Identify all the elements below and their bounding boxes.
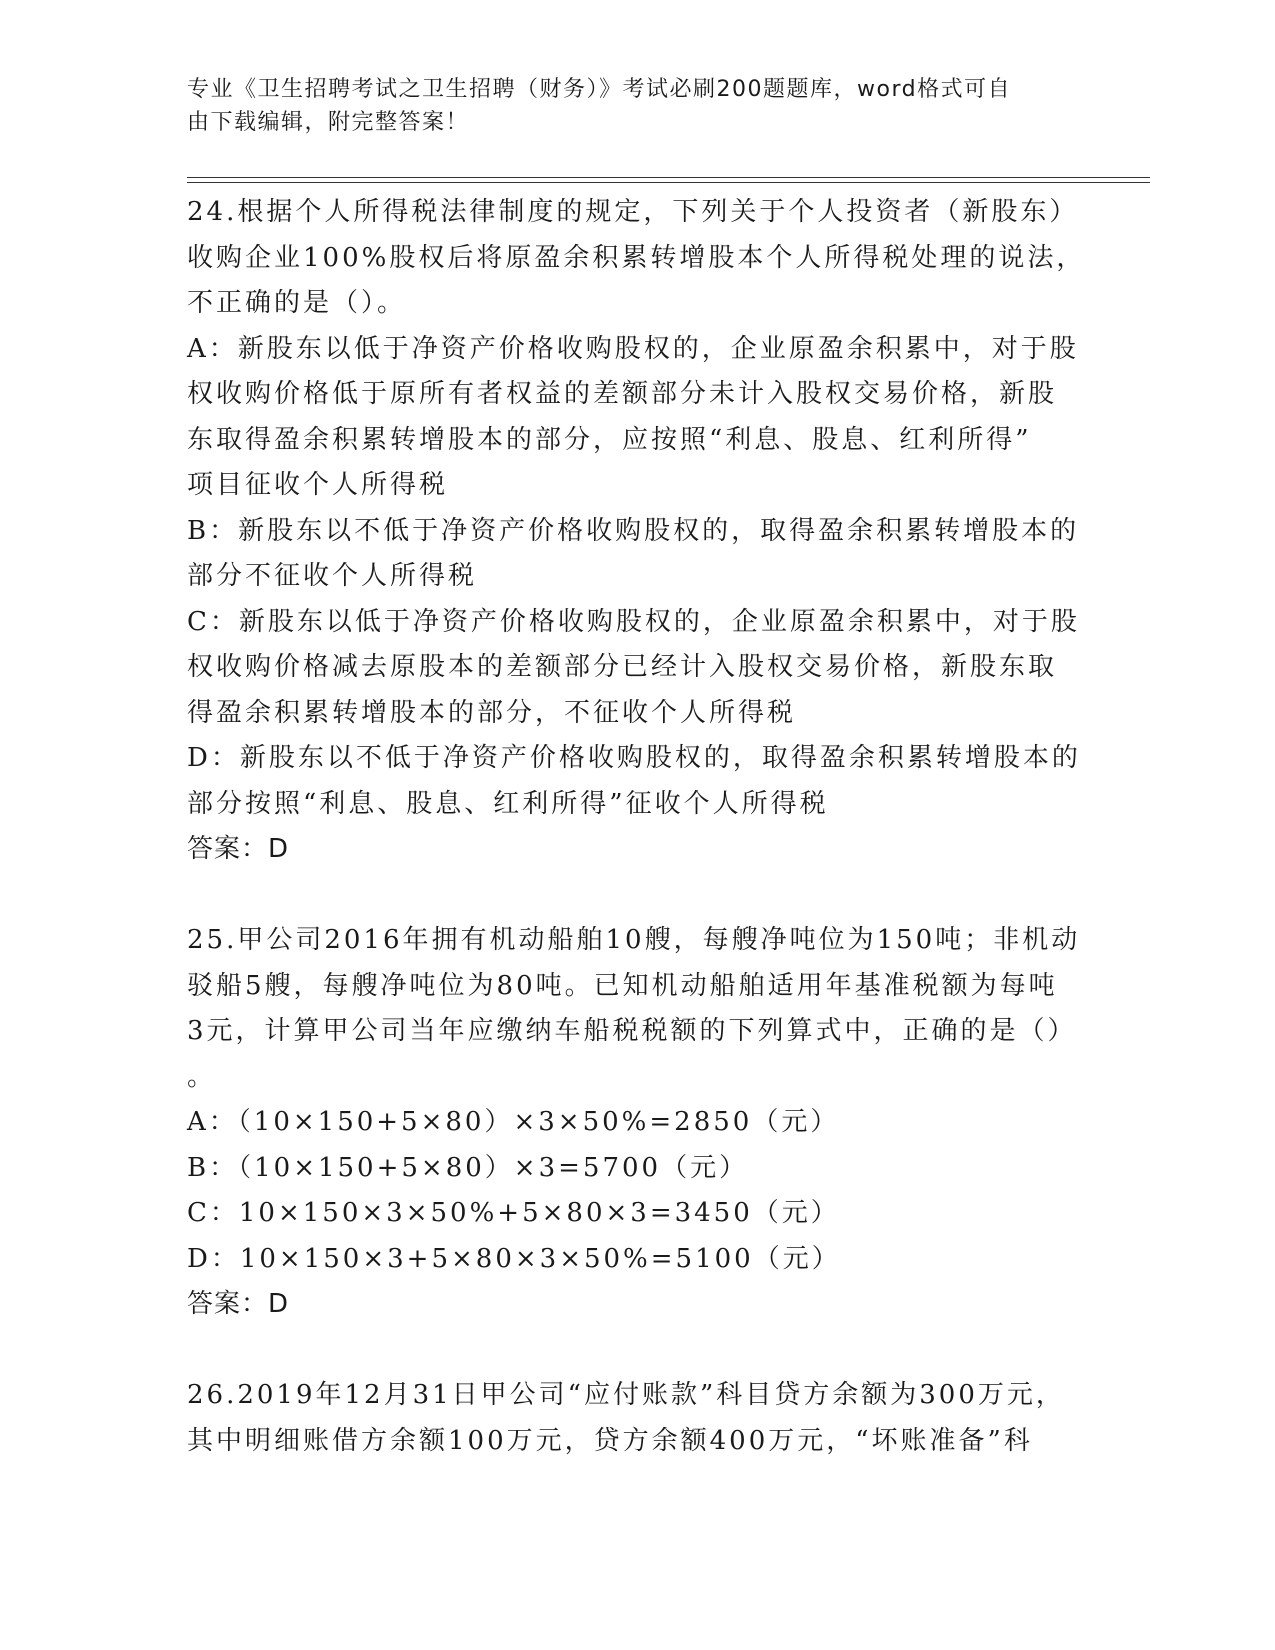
option-b-line: 部分不征收个人所得税 xyxy=(187,561,478,591)
question-spacer xyxy=(187,1328,1087,1374)
question-stem-line: 26.2019年12月31日甲公司“应付账款”科目贷方余额为300万元， xyxy=(187,1380,1065,1410)
question-list xyxy=(187,190,1087,1464)
question-stem-line: 驳船5艘，每艘净吨位为80吨。已知机动船舶适用年基准税额为每吨 xyxy=(187,970,1058,1001)
question-stem-line: 25.甲公司2016年拥有机动船舶10艘，每艘净吨位为150吨；非机动 xyxy=(187,925,1081,955)
option-a-line: 权收购价格低于原所有者权益的差额部分未计入股权交易价格，新股 xyxy=(187,379,1058,409)
question-stem-line: 3元，计算甲公司当年应缴纳车船税税额的下列算式中，正确的是（） xyxy=(187,1016,1077,1046)
question-24 xyxy=(187,190,1087,873)
document-header xyxy=(187,73,1067,139)
option-c-line: 权收购价格减去原股本的差额部分已经计入股权交易价格，新股东取 xyxy=(187,652,1058,682)
question-spacer xyxy=(187,873,1087,919)
answer-line: 答案：D xyxy=(187,1289,290,1319)
option-c-line: C：新股东以低于净资产价格收购股权的，企业原盈余积累中，对于股 xyxy=(187,606,1080,637)
question-stem-line: 。 xyxy=(187,1061,217,1092)
option-a-line: 项目征收个人所得税 xyxy=(187,470,449,500)
question-26 xyxy=(187,1373,1087,1464)
option-d-line: D：10×150×3+5×80×3×50%=5100（元） xyxy=(187,1243,841,1274)
option-d-line: 部分按照“利息、股息、红利所得”征收个人所得税 xyxy=(187,788,829,819)
question-stem-line: 不正确的是（）。 xyxy=(187,288,407,318)
question-stem-line: 收购企业100%股权后将原盈余积累转增股本个人所得税处理的说法， xyxy=(187,242,1086,273)
option-b-line: B：（10×150+5×80）×3=5700（元） xyxy=(187,1152,749,1183)
question-25 xyxy=(187,918,1087,1328)
header-divider-top xyxy=(187,177,1150,178)
question-stem-line: 其中明细账借方余额100万元，贷方余额400万元，“坏账准备”科 xyxy=(187,1425,1033,1456)
option-b-line: B：新股东以不低于净资产价格收购股权的，取得盈余积累转增股本的 xyxy=(187,515,1080,546)
option-a-line: 东取得盈余积累转增股本的部分，应按照“利息、股息、红利所得” xyxy=(187,424,1032,455)
answer-line: 答案：D xyxy=(187,834,290,864)
option-c-line: 得盈余积累转增股本的部分，不征收个人所得税 xyxy=(187,697,797,728)
question-stem-line: 24.根据个人所得税法律制度的规定，下列关于个人投资者（新股东） xyxy=(187,197,1079,227)
option-d-line: D：新股东以不低于净资产价格收购股权的，取得盈余积累转增股本的 xyxy=(187,743,1081,773)
option-a-line: A：（10×150+5×80）×3×50%=2850（元） xyxy=(187,1107,840,1137)
header-line: 由下载编辑，附完整答案！ xyxy=(187,110,470,135)
option-a-line: A：新股东以低于净资产价格收购股权的，企业原盈余积累中，对于股 xyxy=(187,333,1079,364)
header-divider-bottom xyxy=(187,182,1150,183)
header-line: 专业《卫生招聘考试之卫生招聘（财务）》考试必刷200题题库，word格式可自 xyxy=(187,77,1012,102)
option-c-line: C：10×150×3×50%+5×80×3=3450（元） xyxy=(187,1198,840,1228)
